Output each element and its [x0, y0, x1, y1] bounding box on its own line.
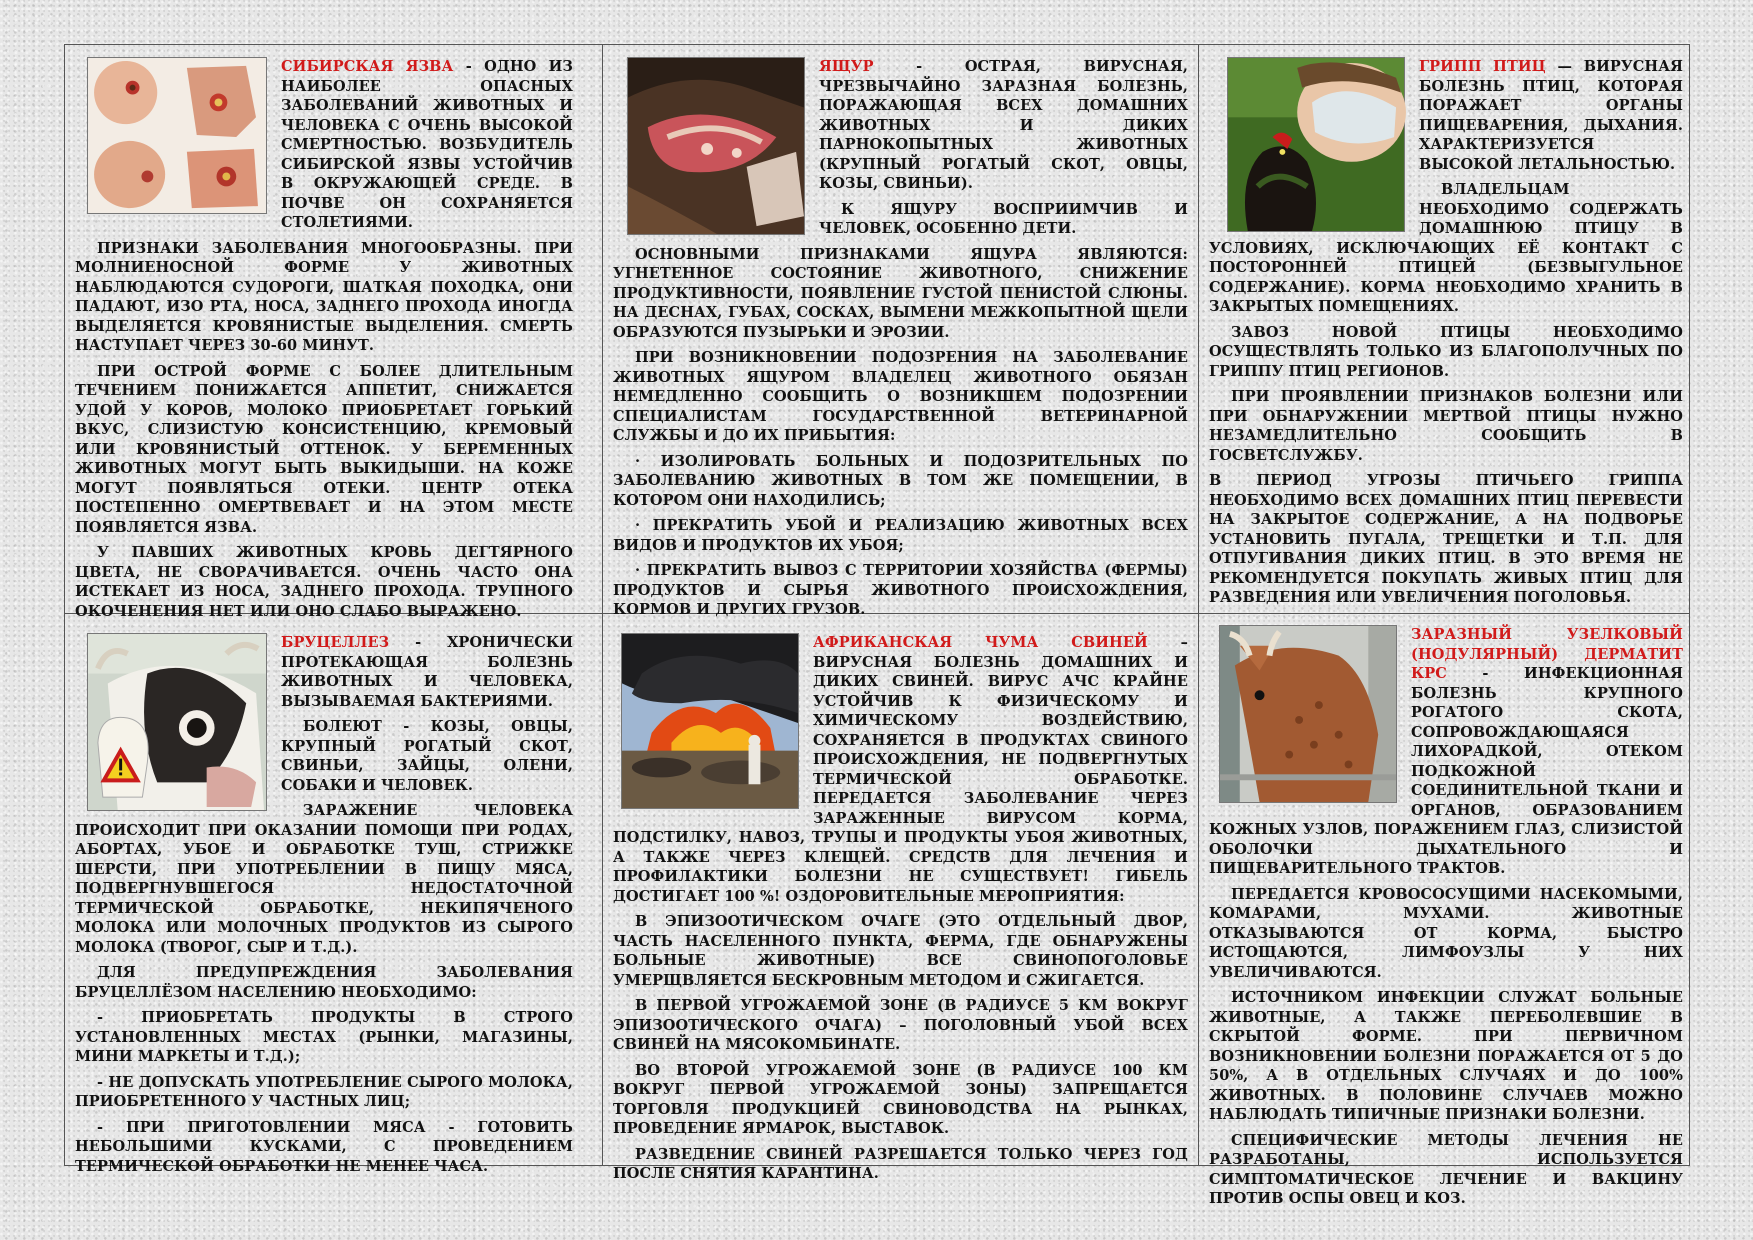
anthrax-title: СИБИРСКАЯ ЯЗВА: [281, 58, 454, 75]
brucellosis-paragraph: - НЕ ДОПУСКАТЬ УПОТРЕБЛЕНИЕ СЫРОГО МОЛОКА, ПРИОБРЕТЕННОГО У ЧАСТНЫХ ЛИЦ;: [75, 1073, 573, 1110]
fmd-paragraph: · ПРЕКРАТИТЬ УБОЙ И РЕАЛИЗАЦИЮ ЖИВОТНЫХ ВСЕХ ВИДОВ И ПРОДУКТОВ ИХ УБОЯ;: [613, 517, 1188, 554]
avian-flu-paragraph: В ПЕРИОД УГРОЗЫ ПТИЧЬЕГО ГРИППА НЕОБХОДИМО ВСЕХ ДОМАШНИХ ПТИЦ ПЕРЕВЕСТИ НА ЗАКРЫТОЕ СОДЕРЖАНИЕ, А НА ПОДВОРЬЕ УСТАНОВИТЬ ПУГАЛА, ТРЕЩЕТКИ И Т.П. ДЛЯ ОТПУГИВАНИЯ ДИКИХ ПТИЦ. В ЭТО ВРЕМЯ НЕ РЕКОМЕНДУЕТСЯ ПОКУПАТЬ ЖИВЫХ ПТИЦ ДЛЯ РАЗВЕДЕНИЯ ИЛИ УВЕЛИЧЕНИЯ ПОГОЛОВЬЯ.: [1209, 472, 1683, 606]
avian-flu-paragraph: ПРИ ПРОЯВЛЕНИИ ПРИЗНАКОВ БОЛЕЗНИ ИЛИ ПРИ ОБНАРУЖЕНИИ МЕРТВОЙ ПТИЦЫ НУЖНО НЕЗАМЕДЛИТЕЛЬНО СООБЩИТЬ В ГОСВЕТСЛУЖБУ.: [1209, 388, 1683, 464]
child-with-mask-and-rooster-photo: [1228, 58, 1404, 231]
fmd-paragraph: К ЯЩУРУ ВОСПРИИМЧИВ И ЧЕЛОВЕК, ОСОБЕННО ДЕТИ.: [819, 200, 1188, 237]
brucellosis-photo: [87, 633, 267, 811]
brucellosis-paragraph: ЗАРАЖЕНИЕ ЧЕЛОВЕКА ПРОИСХОДИТ ПРИ ОКАЗАНИИ ПОМОЩИ ПРИ РОДАХ, АБОРТАХ, УБОЕ И ОБРАБОТКЕ ТУШ, СТРИЖКЕ ШЕРСТИ, ПРИ УПОТРЕБЛЕНИИ В ПИЩУ МЯСА, ПОДВЕРГНУВШЕГОСЯ НЕДОСТАТОЧНОЙ ТЕРМИЧЕСКОЙ ОБРАБОТКЕ, НЕКИПЯЧЕНОГО МОЛОКА ИЛИ МОЛОЧНЫХ ПРОДУКТОВ ИЗ СЫРОГО МОЛОКА (ТВОРОГ, СЫР И Т.Д.).: [75, 802, 573, 956]
cow-with-warning-sign-photo: [88, 634, 266, 810]
anthrax-skin-lesions-photo: [88, 58, 266, 213]
fmd-paragraph: · ПРЕКРАТИТЬ ВЫВОЗ С ТЕРРИТОРИИ ХОЗЯЙСТВА (ФЕРМЫ) ПРОДУКТОВ И СЫРЬЯ ЖИВОТНОГО ПРОИСХОЖДЕНИЯ, КОРМОВ И ДРУГИХ ГРУЗОВ.: [613, 562, 1188, 618]
lsd-title: ЗАРАЗНЫЙ УЗЕЛКОВЫЙ (НОДУЛЯРНЫЙ) ДЕРМАТИТ КРС: [1411, 626, 1683, 682]
anthrax-paragraph: ПРИ ОСТРОЙ ФОРМЕ С БОЛЕЕ ДЛИТЕЛЬНЫМ ТЕЧЕНИЕМ ПОНИЖАЕТСЯ АППЕТИТ, СНИЖАЕТСЯ УДОЙ У КОРОВ, МОЛОКО ПРИОБРЕТАЕТ ГОРЬКИЙ ВКУС, СЛИЗИСТУЮ КОНСИСТЕНЦИЮ, КРЕМОВЫЙ ИЛИ КРОВЯНИСТЫЙ ОТТЕНОК. У БЕРЕМЕННЫХ ЖИВОТНЫХ МОГУТ БЫТЬ ВЫКИДЫШИ. НА КОЖЕ МОГУТ ПОЯВЛЯТЬСЯ ОТЕКИ. ЦЕНТР ОТЕКА ПОСТЕПЕННО ОМЕРТВЕВАЕТ И НА ЭТОМ МЕСТЕ ПОЯВЛЯЕТСЯ ЯЗВА.: [75, 362, 573, 536]
cell-lumpy-skin-disease: [1209, 625, 1683, 1207]
asf-photo: [621, 633, 799, 809]
avian-flu-photo: [1227, 57, 1405, 232]
asf-paragraph: РАЗВЕДЕНИЕ СВИНЕЙ РАЗРЕШАЕТСЯ ТОЛЬКО ЧЕРЕЗ ГОД ПОСЛЕ СНЯТИЯ КАРАНТИНА.: [613, 1145, 1188, 1182]
avian-flu-paragraph: ЗАВОЗ НОВОЙ ПТИЦЫ НЕОБХОДИМО ОСУЩЕСТВЛЯТЬ ТОЛЬКО ИЗ БЛАГОПОЛУЧНЫХ ПО ГРИППУ ПТИЦ РЕГИОНОВ.: [1209, 323, 1683, 380]
cell-anthrax: [75, 57, 573, 620]
foot-and-mouth-disease-mouth-photo: [628, 58, 804, 234]
column-divider: [1198, 45, 1199, 1165]
brucellosis-title: БРУЦЕЛЛЕЗ: [281, 634, 390, 651]
burning-pig-carcasses-photo: [622, 634, 798, 808]
lsd-paragraph: ПЕРЕДАЕТСЯ КРОВОСОСУЩИМИ НАСЕКОМЫМИ, КОМАРАМИ, МУХАМИ. ЖИВОТНЫЕ ОТКАЗЫВАЮТСЯ ОТ КОРМА, БЫСТРО ИСТОЩАЮТСЯ, ЛИМФОУЗЛЫ У НИХ УВЕЛИЧИВАЮТСЯ.: [1209, 885, 1683, 981]
lsd-lead: - ИНФЕКЦИОННАЯ БОЛЕЗНЬ КРУПНОГО РОГАТОГО СКОТА, СОПРОВОЖДАЮЩАЯСЯ ЛИХОРАДКОЙ, ОТЕКОМ ПОДКОЖНОЙ СОЕДИНИТЕЛЬНОЙ ТКАНИ И ОРГАНОВ, ОБРАЗОВАНИЕМ КОЖНЫХ УЗЛОВ, ПОРАЖЕНИЕМ ГЛАЗ, СЛИЗИСТОЙ ОБОЛОЧКИ ДЫХАТЕЛЬНОГО И ПИЩЕВАРИТЕЛЬНОГО ТРАКТОВ.: [1209, 665, 1683, 877]
avian-flu-paragraph: ВЛАДЕЛЬЦАМ НЕОБХОДИМО СОДЕРЖАТЬ ДОМАШНЮЮ ПТИЦУ В УСЛОВИЯХ, ИСКЛЮЧАЮЩИХ ЕЁ КОНТАКТ С ПОСТОРОННЕЙ ПТИЦЕЙ (БЕЗВЫГУЛЬНОЕ СОДЕРЖАНИЕ). КОРМА НЕОБХОДИМО ХРАНИТЬ В ЗАКРЫТЫХ ПОМЕЩЕНИЯХ.: [1209, 181, 1683, 315]
avian-flu-title: ГРИПП ПТИЦ: [1419, 58, 1546, 75]
fmd-title: ЯЩУР: [819, 58, 874, 75]
fmd-paragraph: ПРИ ВОЗНИКНОВЕНИИ ПОДОЗРЕНИЯ НА ЗАБОЛЕВАНИЕ ЖИВОТНЫХ ЯЩУРОМ ВЛАДЕЛЕЦ ЖИВОТНОГО ОБЯЗАН НЕМЕДЛЕННО СООБЩИТЬ О ВОЗНИКШЕМ ПОДОЗРЕНИИ СПЕЦИАЛИСТАМ ГОСУДАРСТВЕННОЙ ВЕТЕРИНАРНОЙ СЛУЖБЫ И ДО ИХ ПРИБЫТИЯ:: [613, 349, 1188, 444]
cell-foot-and-mouth: [613, 57, 1188, 618]
asf-title: АФРИКАНСКАЯ ЧУМА СВИНЕЙ: [813, 634, 1148, 651]
fmd-paragraph: ОСНОВНЫМИ ПРИЗНАКАМИ ЯЩУРА ЯВЛЯЮТСЯ: УГНЕТЕННОЕ СОСТОЯНИЕ ЖИВОТНОГО, СНИЖЕНИЕ ПРОДУКТИВНОСТИ, ПОЯВЛЕНИЕ ГУСТОЙ ПЕНИСТОЙ СЛЮНЫ. НА ДЕСНАХ, ГУБАХ, СОСКАХ, ВЫМЕНИ МЕЖКОПЫТНОЙ ЩЕЛИ ОБРАЗУЮТСЯ ПУЗЫРЬКИ И ЭРОЗИИ.: [613, 245, 1188, 341]
cell-african-swine-fever: [613, 633, 1188, 1182]
fmd-lead: - ОСТРАЯ, ВИРУСНАЯ, ЧРЕЗВЫЧАЙНО ЗАРАЗНАЯ БОЛЕЗНЬ, ПОРАЖАЮЩАЯ ВСЕХ ДОМАШНИХ ЖИВОТНЫХ И ДИКИХ ПАРНОКОПЫТНЫХ ЖИВОТНЫХ (КРУПНЫЙ РОГАТЫЙ СКОТ, ОВЦЫ, КОЗЫ, СВИНЬИ).: [819, 58, 1188, 192]
leaflet-sheet: [64, 44, 1690, 1207]
anthrax-lead: - ОДНО ИЗ НАИБОЛЕЕ ОПАСНЫХ ЗАБОЛЕВАНИЙ ЖИВОТНЫХ И ЧЕЛОВЕКА С ОЧЕНЬ ВЫСОКОЙ СМЕРТНОСТЬЮ. ВОЗБУДИТЕЛЬ СИБИРСКОЙ ЯЗВЫ УСТОЙЧИВ В ОКРУЖАЮЩЕЙ СРЕДЕ. В ПОЧВЕ ОН СОХРАНЯЕТСЯ СТОЛЕТИЯМИ.: [281, 58, 573, 231]
asf-paragraph: В ЭПИЗООТИЧЕСКОМ ОЧАГЕ (ЭТО ОТДЕЛЬНЫЙ ДВОР, ЧАСТЬ НАСЕЛЕННОГО ПУНКТА, ФЕРМА, ГДЕ ОБНАРУЖЕНЫ БОЛЬНЫЕ ЖИВОТНЫЕ) ВСЕ СВИНОПОГОЛОВЬЕ УМЕРЩВЛЯЕТСЯ БЕСКРОВНЫМ МЕТОДОМ И СЖИГАЕТСЯ.: [613, 913, 1188, 989]
avian-flu-lead: — ВИРУСНАЯ БОЛЕЗНЬ ПТИЦ, КОТОРАЯ ПОРАЖАЕТ ОРГАНЫ ПИЩЕВАРЕНИЯ, ДЫХАНИЯ. ХАРАКТЕРИЗУЕТСЯ ВЫСОКОЙ ЛЕТАЛЬНОСТЬЮ.: [1419, 58, 1683, 173]
asf-paragraph: В ПЕРВОЙ УГРОЖАЕМОЙ ЗОНЕ (В РАДИУСЕ 5 КМ ВОКРУГ ЭПИЗООТИЧЕСКОГО ОЧАГА) – ПОГОЛОВНЫЙ УБОЙ ВСЕХ СВИНЕЙ НА МЯСОКОМБИНАТЕ.: [613, 997, 1188, 1053]
foot-and-mouth-photo: [627, 57, 805, 235]
lsd-paragraph: СПЕЦИФИЧЕСКИЕ МЕТОДЫ ЛЕЧЕНИЯ НЕ РАЗРАБОТАНЫ, ИСПОЛЬЗУЕТСЯ СИМПТОМАТИЧЕСКОЕ ЛЕЧЕНИЕ И ВАКЦИНУ ПРОТИВ ОСПЫ ОВЕЦ И КОЗ.: [1209, 1131, 1683, 1207]
cell-avian-flu: [1209, 57, 1683, 605]
brucellosis-paragraph: БОЛЕЮТ - КОЗЫ, ОВЦЫ, КРУПНЫЙ РОГАТЫЙ СКОТ, СВИНЬИ, ЗАЙЦЫ, ОЛЕНИ, СОБАКИ И ЧЕЛОВЕК.: [281, 718, 573, 794]
anthrax-paragraph: ПРИЗНАКИ ЗАБОЛЕВАНИЯ МНОГООБРАЗНЫ. ПРИ МОЛНИЕНОСНОЙ ФОРМЕ У ЖИВОТНЫХ НАБЛЮДАЮТСЯ СУДОРОГИ, ШАТКАЯ ПОХОДКА, ОНИ ПАДАЮТ, ИЗО РТА, НОСА, ЗАДНЕГО ПРОХОДА ИНОГДА ВЫДЕЛЯЕТСЯ КРОВЯНИСТЫЕ ВЫДЕЛЕНИЯ. СМЕРТЬ НАСТУПАЕТ ЧЕРЕЗ 30-60 МИНУТ.: [75, 239, 573, 354]
brucellosis-paragraph: ДЛЯ ПРЕДУПРЕЖДЕНИЯ ЗАБОЛЕВАНИЯ БРУЦЕЛЛЁЗОМ НАСЕЛЕНИЮ НЕОБХОДИМО:: [75, 964, 573, 1001]
lsd-photo: [1219, 625, 1397, 803]
cow-with-skin-nodules-photo: [1220, 626, 1396, 802]
brucellosis-lead: - ХРОНИЧЕСКИ ПРОТЕКАЮЩАЯ БОЛЕЗНЬ ЖИВОТНЫХ И ЧЕЛОВЕКА, ВЫЗЫВАЕМАЯ БАКТЕРИЯМИ.: [281, 634, 573, 710]
column-divider: [602, 45, 603, 1165]
asf-paragraph: ВО ВТОРОЙ УГРОЖАЕМОЙ ЗОНЕ (В РАДИУСЕ 100 КМ ВОКРУГ ПЕРВОЙ УГРОЖАЕМОЙ ЗОНЫ) ЗАПРЕЩАЕТСЯ ТОРГОВЛЯ ПРОДУКЦИЕЙ СВИНОВОДСТВА НА РЫНКАХ, ПРОВЕДЕНИЕ ЯРМАРОК, ВЫСТАВОК.: [613, 1061, 1188, 1137]
cell-brucellosis: [75, 633, 573, 1175]
anthrax-paragraph: У ПАВШИХ ЖИВОТНЫХ КРОВЬ ДЕГТЯРНОГО ЦВЕТА, НЕ СВОРАЧИВАЕТСЯ. ОЧЕНЬ ЧАСТО ОНА ИСТЕКАЕТ ИЗ НОСА, ЗАДНЕГО ПРОХОДА. ТРУПНОГО ОКОЧЕНЕНИЯ НЕТ ИЛИ ОНО СЛАБО ВЫРАЖЕНО.: [75, 544, 573, 620]
fmd-paragraph: · ИЗОЛИРОВАТЬ БОЛЬНЫХ И ПОДОЗРИТЕЛЬНЫХ ПО ЗАБОЛЕВАНИЮ ЖИВОТНЫХ В ТОМ ЖЕ ПОМЕЩЕНИИ, В КОТОРОМ ОНИ НАХОДИЛИСЬ;: [613, 452, 1188, 509]
asf-lead: – ВИРУСНАЯ БОЛЕЗНЬ ДОМАШНИХ И ДИКИХ СВИНЕЙ. ВИРУС АЧС КРАЙНЕ УСТОЙЧИВ К ФИЗИЧЕСКОМУ И ХИМИЧЕСКОМУ ВОЗДЕЙСТВИЮ, СОХРАНЯЕТСЯ В ПРОДУКТАХ СВИНОГО ПРОИСХОЖДЕНИЯ, НЕ ПОДВЕРГНУТЫХ ТЕРМИЧЕСКОЙ ОБРАБОТКЕ. ПЕРЕДАЕТСЯ ЗАБОЛЕВАНИЕ ЧЕРЕЗ ЗАРАЖЕННЫЕ ВИРУСОМ КОРМА, ПОДСТИЛКУ, НАВОЗ, ТРУПЫ И ПРОДУКТЫ УБОЯ ЖИВОТНЫХ, А ТАКЖЕ ЧЕРЕЗ КЛЕЩЕЙ. СРЕДСТВ ДЛЯ ЛЕЧЕНИЯ И ПРОФИЛАКТИКИ БОЛЕЗНИ НЕ СУЩЕСТВУЕТ! ГИБЕЛЬ ДОСТИГАЕТ 100 %! ОЗДОРОВИТЕЛЬНЫЕ МЕРОПРИЯТИЯ:: [613, 634, 1188, 905]
brucellosis-paragraph: - ПРИОБРЕТАТЬ ПРОДУКТЫ В СТРОГО УСТАНОВЛЕННЫХ МЕСТАХ (РЫНКИ, МАГАЗИНЫ, МИНИ МАРКЕТЫ И Т.Д.);: [75, 1009, 573, 1065]
lsd-paragraph: ИСТОЧНИКОМ ИНФЕКЦИИ СЛУЖАТ БОЛЬНЫЕ ЖИВОТНЫЕ, А ТАКЖЕ ПЕРЕБОЛЕВШИЕ В СКРЫТОЙ ФОРМЕ. ПРИ ПЕРВИЧНОМ ВОЗНИКНОВЕНИИ БОЛЕЗНИ ПОРАЖАЕТСЯ ОТ 5 ДО 50%, А В ОТДЕЛЬНЫХ СЛУЧАЯХ И ДО 100% ЖИВОТНЫХ. В ПОЛОВИНЕ СЛУЧАЕВ МОЖНО НАБЛЮДАТЬ ТИПИЧНЫЕ ПРИЗНАКИ БОЛЕЗНИ.: [1209, 989, 1683, 1123]
brucellosis-paragraph: - ПРИ ПРИГОТОВЛЕНИИ МЯСА - ГОТОВИТЬ НЕБОЛЬШИМИ КУСКАМИ, С ПРОВЕДЕНИЕМ ТЕРМИЧЕСКОЙ ОБРАБОТКИ НЕ МЕНЕЕ ЧАСА.: [75, 1118, 573, 1175]
anthrax-photo: [87, 57, 267, 214]
